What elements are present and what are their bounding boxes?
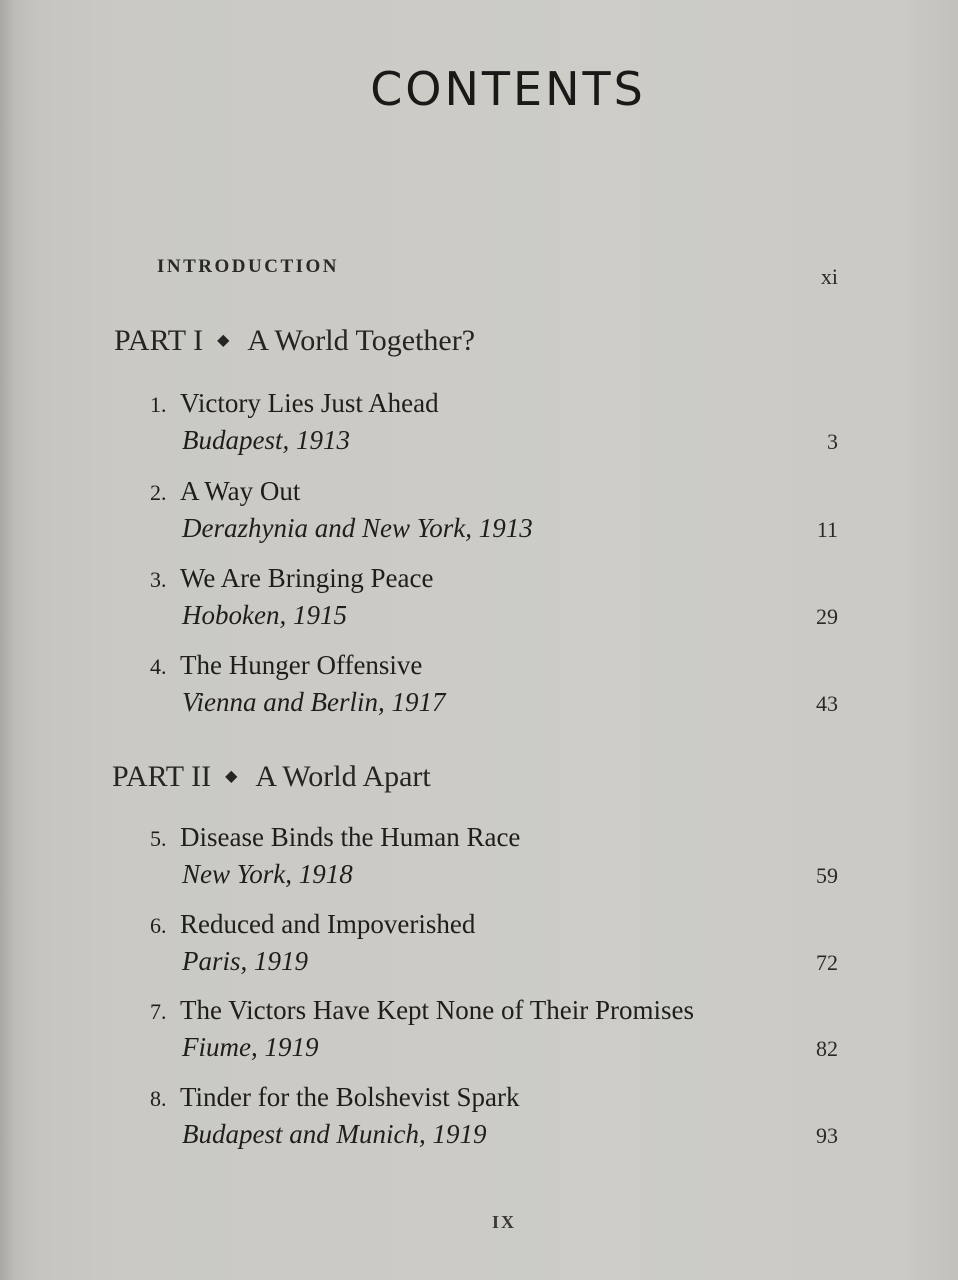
chapter-place: Hoboken, 1915 bbox=[182, 600, 347, 630]
diamond-icon: ◆ bbox=[225, 768, 238, 786]
chapter-title: We Are Bringing Peace bbox=[180, 563, 434, 593]
chapter-title: The Victors Have Kept None of Their Promises bbox=[180, 995, 695, 1025]
chapter-place: Budapest and Munich, 1919 bbox=[182, 1119, 487, 1149]
part-heading bbox=[112, 760, 431, 794]
chapter-page-number: 72 bbox=[816, 950, 838, 975]
chapter-number: 6. bbox=[150, 913, 167, 938]
chapter-place: Paris, 1919 bbox=[182, 946, 309, 976]
chapter-place: Vienna and Berlin, 1917 bbox=[182, 687, 446, 717]
chapter-page-number: 29 bbox=[816, 604, 838, 629]
chapter-entry bbox=[150, 995, 840, 1066]
chapter-title: Disease Binds the Human Race bbox=[180, 822, 521, 852]
part-title: A World Apart bbox=[255, 760, 431, 793]
introduction-label: INTRODUCTION bbox=[157, 256, 340, 277]
chapter-title: Reduced and Impoverished bbox=[180, 909, 476, 939]
chapter-title: Victory Lies Just Ahead bbox=[180, 388, 439, 418]
contents-heading: CONTENTS bbox=[370, 62, 646, 116]
chapter-place: Derazhynia and New York, 1913 bbox=[182, 513, 533, 543]
chapter-entry bbox=[150, 563, 840, 634]
chapter-number: 4. bbox=[150, 654, 167, 679]
chapter-entry bbox=[150, 476, 840, 547]
chapter-title: Tinder for the Bolshevist Spark bbox=[180, 1082, 520, 1112]
chapter-place: New York, 1918 bbox=[182, 859, 353, 889]
chapter-entry bbox=[150, 909, 840, 980]
chapter-page-number: 59 bbox=[816, 863, 838, 888]
chapter-entry bbox=[150, 1082, 840, 1153]
chapter-number: 2. bbox=[150, 480, 167, 505]
chapter-page-number: 93 bbox=[816, 1123, 838, 1148]
chapter-entry bbox=[150, 650, 840, 721]
chapter-title: The Hunger Offensive bbox=[180, 650, 423, 680]
chapter-number: 3. bbox=[150, 567, 167, 592]
part-label: PART II bbox=[112, 760, 212, 793]
chapter-page-number: 43 bbox=[816, 691, 838, 716]
part-heading bbox=[114, 324, 475, 358]
chapter-page-number: 11 bbox=[816, 517, 838, 542]
chapter-page-number: 3 bbox=[827, 429, 838, 454]
introduction-page-number: xi bbox=[820, 264, 838, 289]
chapter-number: 5. bbox=[150, 826, 167, 851]
chapter-entry bbox=[150, 388, 840, 459]
part-title: A World Together? bbox=[247, 324, 476, 357]
part-label: PART I bbox=[114, 324, 204, 357]
chapter-title: A Way Out bbox=[180, 476, 301, 506]
chapter-number: 1. bbox=[150, 392, 167, 417]
chapter-page-number: 82 bbox=[816, 1036, 838, 1061]
chapter-number: 7. bbox=[150, 999, 167, 1024]
page-folio: IX bbox=[491, 1212, 516, 1232]
chapter-place: Budapest, 1913 bbox=[182, 425, 350, 455]
chapter-entry bbox=[150, 822, 840, 893]
diamond-icon: ◆ bbox=[217, 332, 230, 350]
chapter-place: Fiume, 1919 bbox=[182, 1032, 319, 1062]
chapter-number: 8. bbox=[150, 1086, 167, 1111]
